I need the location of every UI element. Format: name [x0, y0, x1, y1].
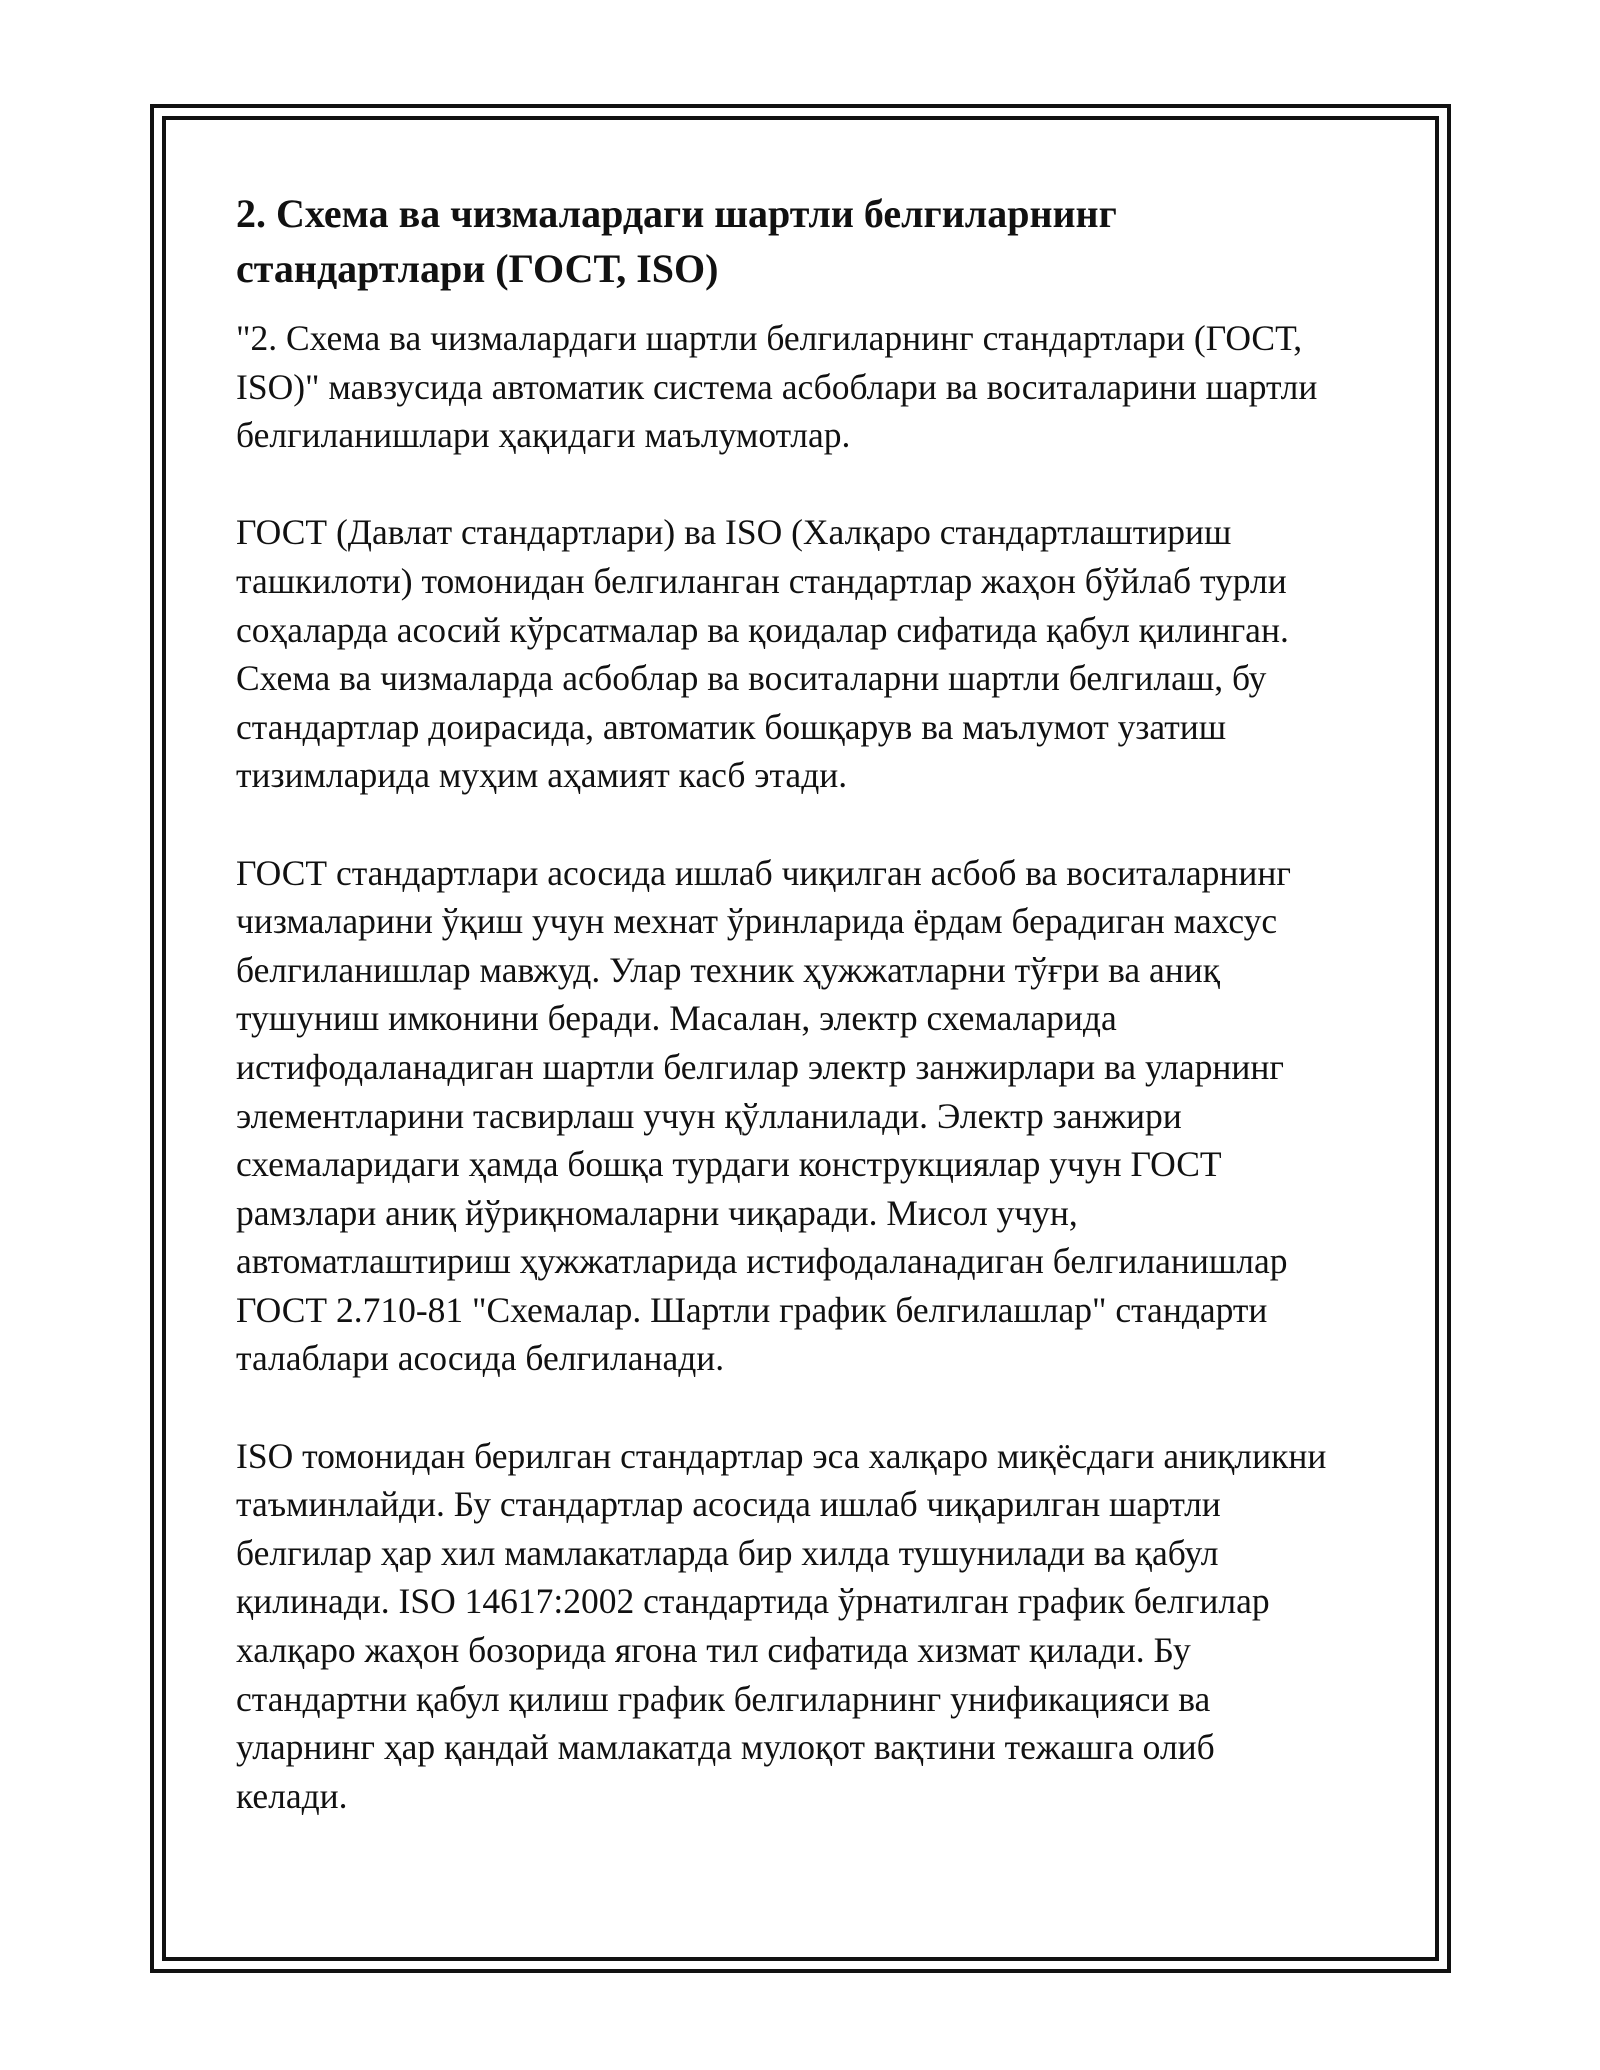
paragraph-intro: "2. Схема ва чизмалардаги шартли белгиларнинг стандартлари (ГОСТ, ISO)" мавзусида автоматик система асбоблари ва воситаларини шартли белгиланишлари ҳақидаги маълумотлар. — [236, 318, 1318, 456]
paragraph-gost: ГОСТ стандартлари асосида ишлаб чиқилган асбоб ва воситаларнинг чизмаларини ўқиш учун мехнат ўринларида ёрдам берадиган махсус белгиланишлар мавжуд. Улар техник ҳужжатларни тўғри ва аниқ тушуниш имконини беради. Масалан, электр схемаларида истифодаланадиган шартли белгилар электр занжирлари ва уларнинг элементларини тасвирлаш учун қўлланилади. Электр занжири схемаларидаги ҳамда бошқа турдаги конструкциялар учун ГОСТ рамзлари аниқ йўриқномаларни чиқаради. Мисол учун, автоматлаштириш ҳужжатларида истифодаланадиган белгиланишлар ГОСТ 2.710-81 "Схемалар. Шартли график белгилашлар" стандарти талаблари асосида белгиланади. — [236, 852, 1291, 1379]
page-title: 2. Схема ва чизмалардаги шартли белгиларнинг стандартлари (ГОСТ, ISO) — [236, 191, 1117, 291]
paragraph-gost-iso: ГОСТ (Давлат стандартлари) ва ISO (Халқаро стандартлаштириш ташкилоти) томонидан белгиланган стандартлар жаҳон бўйлаб турли соҳаларда асосий кўрсатмалар ва қоидалар сифатида қабул қилинган. Схема ва чизмаларда асбоблар ва воситаларни шартли белгилаш, бу стандартлар доирасида, автоматик бошқарув ва маълумот узатиш тизимларида муҳим аҳамият касб этади. — [236, 512, 1289, 796]
paragraph-iso: ISO томонидан берилган стандартлар эса халқаро миқёсдаги аниқликни таъминлайди. Бу стандартлар асосида ишлаб чиқарилган шартли белгилар ҳар хил мамлакатларда бир хилда тушунилади ва қабул қилинади. ISO 14617:2002 стандартида ўрнатилган график белгилар халқаро жаҳон бозорида ягона тил сифатида хизмат қилади. Бу стандартни қабул қилиш график белгиларнинг унификацияси ва уларнинг ҳар қандай мамлакатда мулоқот вақтини тежашга олиб келади. — [236, 1435, 1327, 1816]
document-body — [236, 186, 1396, 1820]
